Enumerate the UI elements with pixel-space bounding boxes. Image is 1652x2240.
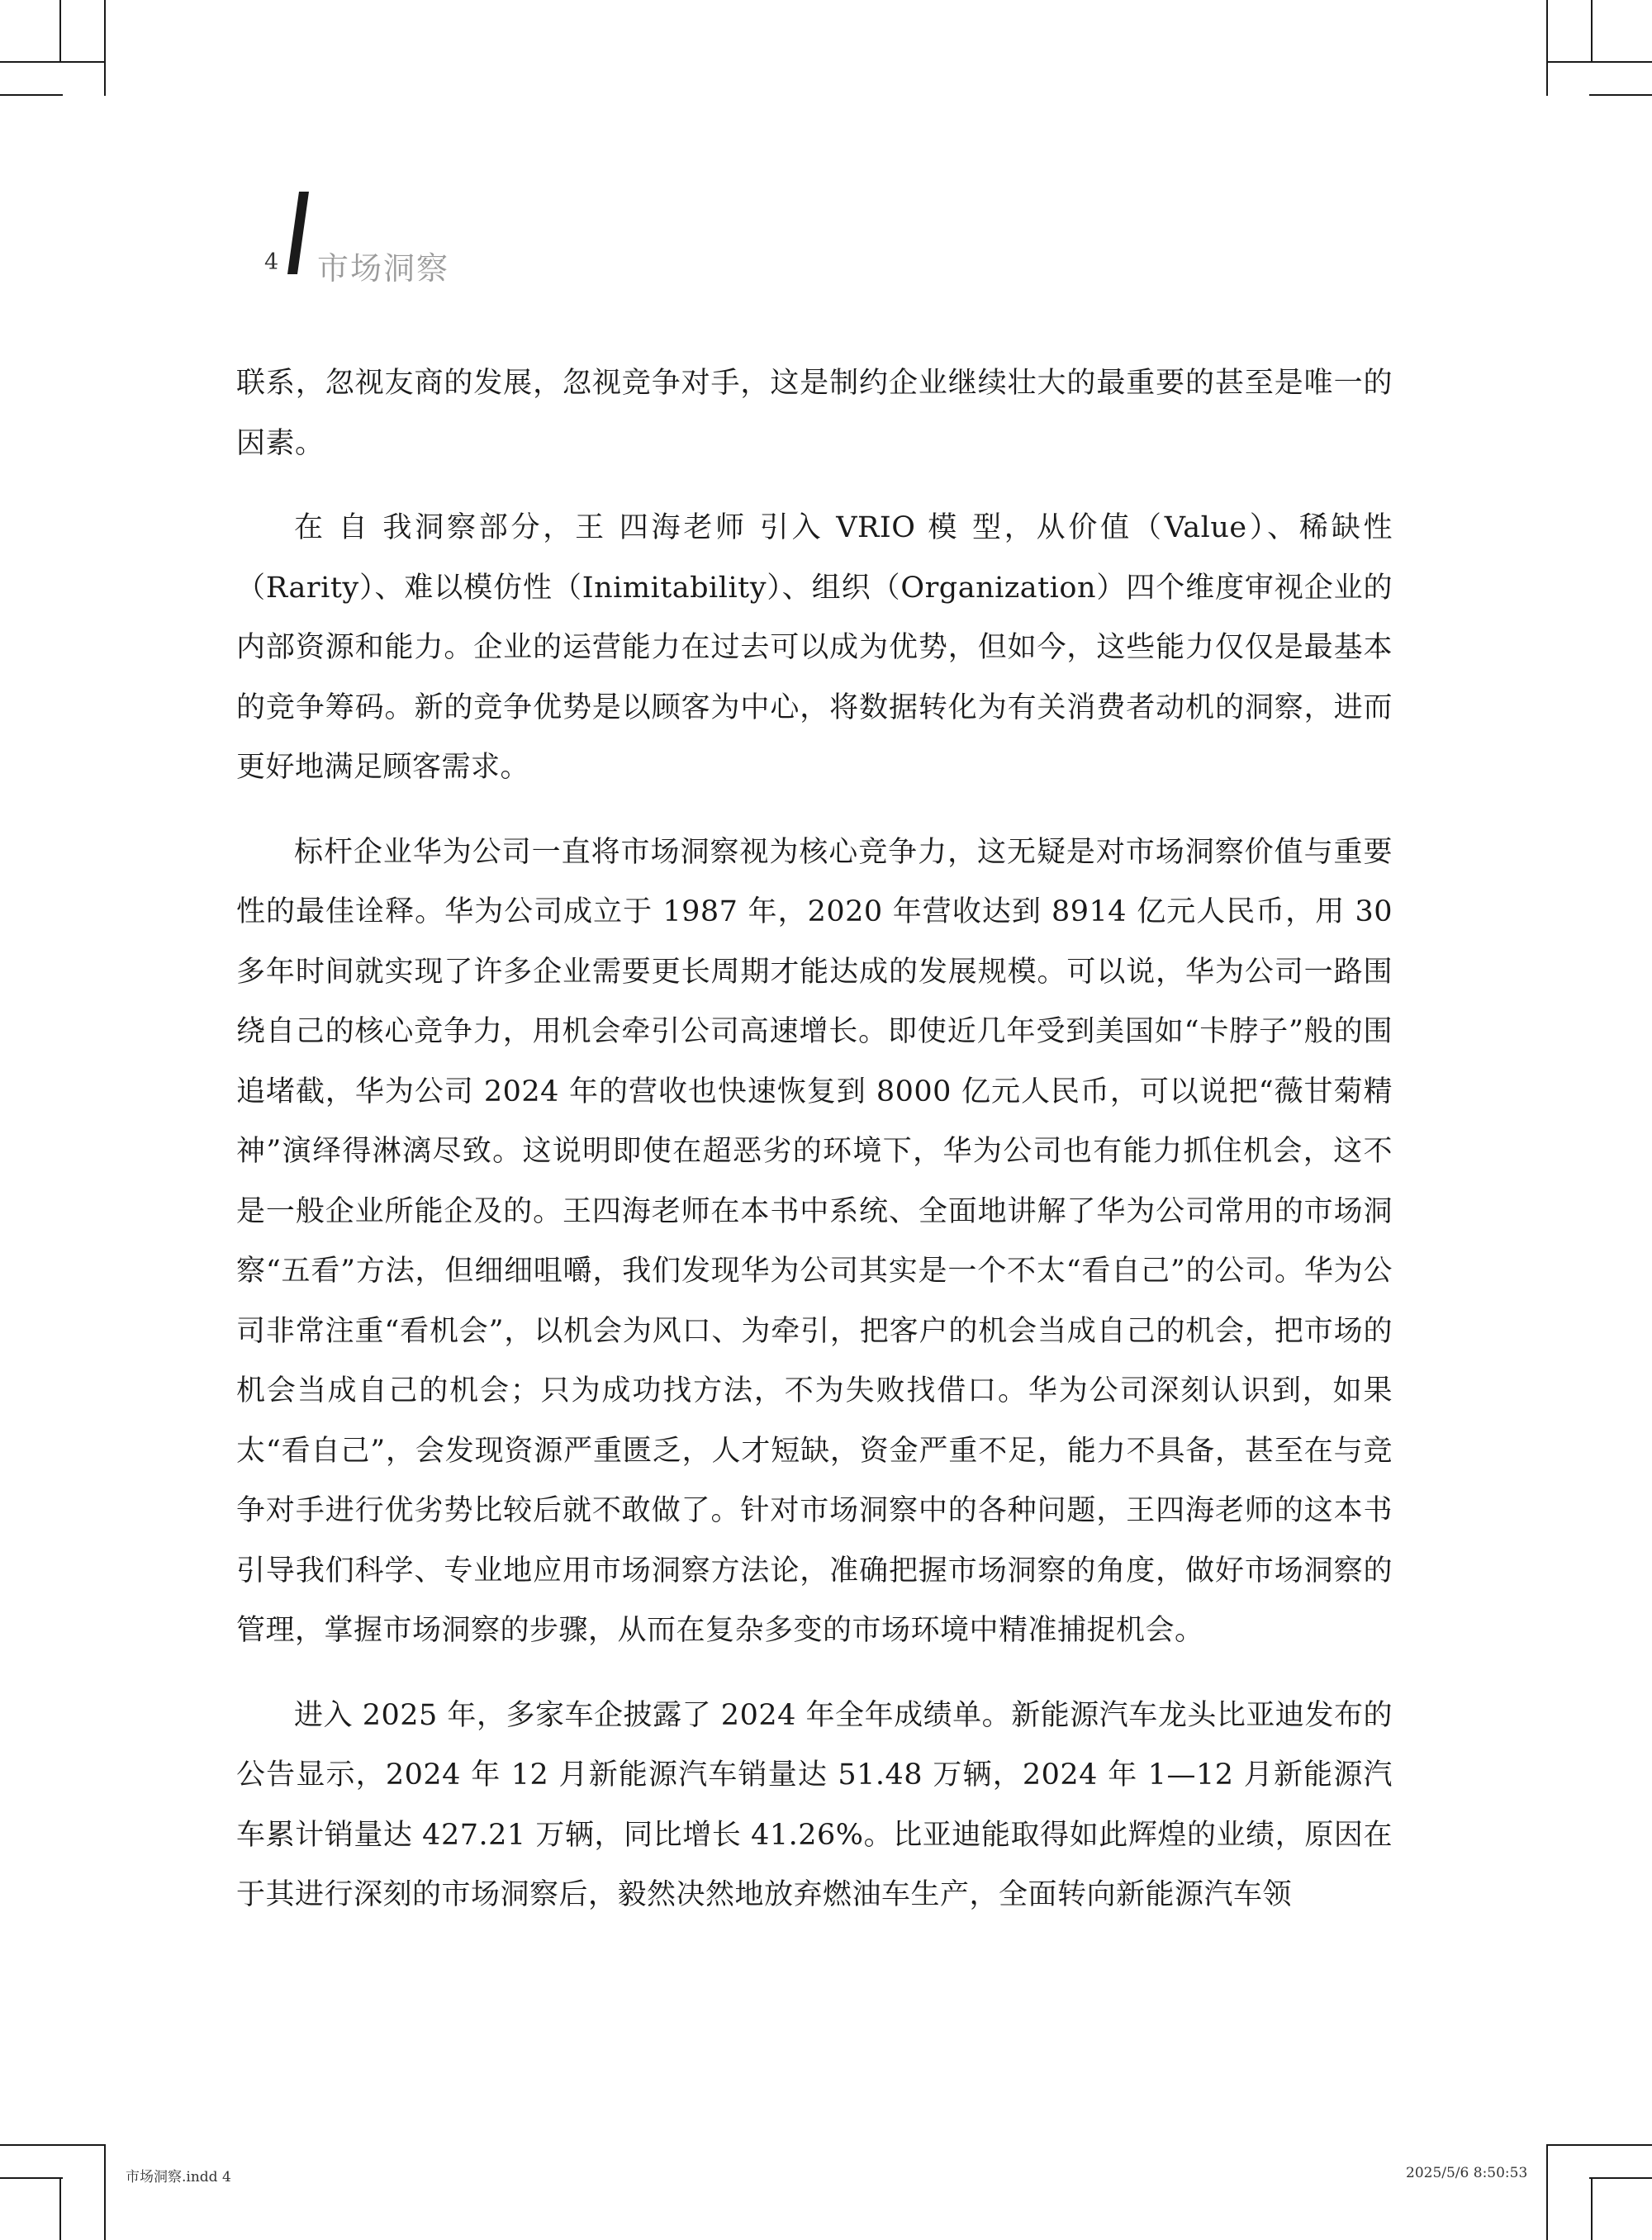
- paragraph: 在 自 我洞察部分，王 四海老师 引入 VRIO 模 型，从价值（Value）、稀缺性（Rarity）、难以模仿性（Inimitability）、组织（Organization）四个维度审视企业的内部资源和能力。企业的运营能力在过去可以成为优势，但如今，这些能力仅仅是最基本的竞争筹码。新的竞争优势是以顾客为中心，将数据转化为有关消费者动机的洞察，进而更好地满足顾客需求。: [236, 511, 1393, 784]
- header-slash-icon: [287, 192, 309, 274]
- paragraph: 标杆企业华为公司一直将市场洞察视为核心竞争力，这无疑是对市场洞察价值与重要性的最佳诠释。华为公司成立于 1987 年，2020 年营收达到 8914 亿元人民币，用 30 多年时间就实现了许多企业需要更长周期才能达成的发展规模。可以说，华为公司一路围绕自己的核心竞争力，用机会牵引公司高速增长。即使近几年受到美国如“卡脖子”般的围追堵截，华为公司 2024 年的营收也快速恢复到 8000 亿元人民币，可以说把“薇甘菊精神”演绎得淋漓尽致。这说明即使在超恶劣的环境下，华为公司也有能力抓住机会，这不是一般企业所能企及的。王四海老师在本书中系统、全面地讲解了华为公司常用的市场洞察“五看”方法，但细细咀嚼，我们发现华为公司其实是一个不太“看自己”的公司。华为公司非常注重“看机会”，以机会为风口、为牵引，把客户的机会当成自己的机会，把市场的机会当成自己的机会；只为成功找方法，不为失败找借口。华为公司深刻认识到，如果太“看自己”，会发现资源严重匮乏，人才短缺，资金严重不足，能力不具备，甚至在与竞争对手进行优劣势比较后就不敢做了。针对市场洞察中的各种问题，王四海老师的这本书引导我们科学、专业地应用市场洞察方法论，准确把握市场洞察的角度，做好市场洞察的管理，掌握市场洞察的步骤，从而在复杂多变的市场环境中精准捕捉机会。: [236, 835, 1393, 1647]
- crop-mark-top-left-v: [59, 0, 61, 63]
- crop-mark-top-left-h2: [0, 94, 63, 96]
- crop-mark-bottom-right-v: [1546, 2144, 1548, 2240]
- section-title: 市场洞察: [317, 250, 450, 287]
- crop-mark-top-right-h: [1546, 61, 1652, 63]
- crop-mark-bottom-left-h: [0, 2144, 106, 2146]
- footer-timestamp: 2025/5/6 8:50:53: [1406, 2165, 1528, 2181]
- running-header: [258, 192, 919, 291]
- crop-mark-bottom-left-v2: [59, 2177, 61, 2240]
- crop-mark-bottom-left-h2: [0, 2177, 63, 2179]
- paragraph: 进入 2025 年，多家车企披露了 2024 年全年成绩单。新能源汽车龙头比亚迪发布的公告显示，2024 年 12 月新能源汽车销量达 51.48 万辆，2024 年 1—12 月新能源汽车累计销量达 427.21 万辆，同比增长 41.26%。比亚迪能取得如此辉煌的业绩，原因在于其进行深刻的市场洞察后，毅然决然地放弃燃油车生产，全面转向新能源汽车领: [236, 1698, 1393, 1911]
- crop-mark-bottom-right-h2: [1589, 2177, 1652, 2179]
- paragraph: 联系，忽视友商的发展，忽视竞争对手，这是制约企业继续壮大的最重要的甚至是唯一的因素。: [236, 367, 1393, 460]
- crop-mark-top-right-v2: [1546, 0, 1548, 96]
- crop-mark-top-right-h2: [1589, 94, 1652, 96]
- body-text: [236, 354, 1393, 1950]
- crop-mark-top-right-v: [1591, 0, 1593, 63]
- crop-mark-top-left-h: [0, 61, 106, 63]
- page-number: 4: [264, 249, 279, 275]
- crop-mark-bottom-right-h: [1546, 2144, 1652, 2146]
- crop-mark-bottom-left-v: [104, 2144, 106, 2240]
- crop-mark-bottom-right-v2: [1591, 2177, 1593, 2240]
- footer-file-name: 市场洞察.indd 4: [126, 2169, 231, 2185]
- crop-mark-top-left-v2: [104, 0, 106, 96]
